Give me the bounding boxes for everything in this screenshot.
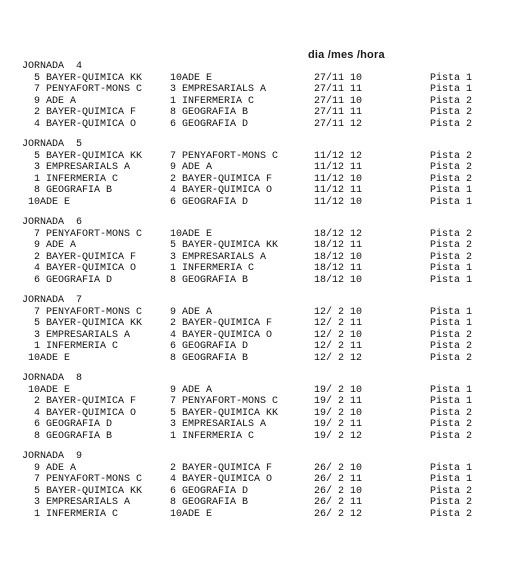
jornada-title: JORNADA 9 [22, 451, 83, 462]
home-team: 5 BAYER-QUIMICA KK [28, 485, 143, 497]
home-team: 9 ADE A [28, 240, 77, 252]
away-team: 8 GEOGRAFIA B [170, 107, 249, 119]
match-court: Pista 2 [430, 508, 473, 520]
home-team: 3 EMPRESARIALS A [28, 329, 131, 341]
away-team: 5 BAYER-QUIMICA KK [170, 407, 279, 419]
home-team: 7 PENYAFORT-MONS C [28, 228, 143, 240]
away-team: 7 PENYAFORT-MONS C [170, 396, 279, 408]
away-team: 8 GEOGRAFIA B [170, 274, 249, 286]
match-date: 26/ 2 10 [314, 485, 363, 497]
away-team: 2 BAYER-QUIMICA F [170, 462, 273, 474]
match-court: Pista 1 [430, 274, 473, 286]
match-row [0, 73, 518, 85]
home-team: 4 BAYER-QUIMICA O [28, 407, 137, 419]
match-date: 11/12 10 [314, 173, 363, 185]
jornada-title: JORNADA 4 [22, 61, 83, 72]
jornada-block [0, 217, 518, 295]
away-team: 4 BAYER-QUIMICA O [170, 185, 273, 197]
away-team: 10ADE E [170, 508, 213, 520]
match-court: Pista 2 [430, 107, 473, 119]
home-team: 7 PENYAFORT-MONS C [28, 474, 143, 486]
away-team: 8 GEOGRAFIA B [170, 352, 249, 364]
home-team: 8 GEOGRAFIA B [28, 430, 113, 442]
home-team: 4 BAYER-QUIMICA O [28, 118, 137, 130]
match-court: Pista 1 [430, 185, 473, 197]
home-team: 2 BAYER-QUIMICA F [28, 107, 137, 119]
schedule-body [0, 61, 518, 529]
match-date: 26/ 2 11 [314, 497, 363, 509]
match-row [0, 408, 518, 420]
match-row [0, 486, 518, 498]
match-date: 11/12 12 [314, 150, 363, 162]
match-date: 18/12 11 [314, 240, 363, 252]
match-court: Pista 2 [430, 407, 473, 419]
away-team: 3 EMPRESARIALS A [170, 419, 267, 431]
away-team: 3 EMPRESARIALS A [170, 251, 267, 263]
match-date: 26/ 2 10 [314, 462, 363, 474]
match-row [0, 174, 518, 186]
match-date: 27/11 11 [314, 84, 363, 96]
match-date: 26/ 2 11 [314, 474, 363, 486]
home-team: 1 INFERMERIA C [28, 341, 119, 353]
match-date: 11/12 10 [314, 196, 363, 208]
match-court: Pista 2 [430, 118, 473, 130]
home-team: 10ADE E [28, 352, 71, 364]
match-court: Pista 2 [430, 240, 473, 252]
match-court: Pista 1 [430, 462, 473, 474]
match-court: Pista 1 [430, 196, 473, 208]
home-team: 10ADE E [28, 384, 71, 396]
match-court: Pista 1 [430, 318, 473, 330]
away-team: 2 BAYER-QUIMICA F [170, 318, 273, 330]
match-row [0, 330, 518, 342]
jornada-title: JORNADA 8 [22, 373, 83, 384]
match-court: Pista 2 [430, 228, 473, 240]
home-team: 8 GEOGRAFIA B [28, 185, 113, 197]
match-date: 18/12 11 [314, 263, 363, 275]
away-team: 9 ADE A [170, 306, 213, 318]
match-date: 11/12 11 [314, 185, 363, 197]
match-row [0, 318, 518, 330]
home-team: 5 BAYER-QUIMICA KK [28, 72, 143, 84]
match-row [0, 263, 518, 275]
match-court: Pista 2 [430, 251, 473, 263]
away-team: 10ADE E [170, 228, 213, 240]
match-row [0, 197, 518, 209]
match-court: Pista 1 [430, 396, 473, 408]
away-team: 6 GEOGRAFIA D [170, 485, 249, 497]
match-date: 26/ 2 12 [314, 508, 363, 520]
match-court: Pista 2 [430, 95, 473, 107]
match-row [0, 151, 518, 163]
match-court: Pista 1 [430, 474, 473, 486]
match-court: Pista 2 [430, 150, 473, 162]
match-date: 19/ 2 11 [314, 419, 363, 431]
match-date: 27/11 12 [314, 118, 363, 130]
match-date: 18/12 10 [314, 251, 363, 263]
match-row [0, 185, 518, 197]
match-date: 18/12 12 [314, 228, 363, 240]
match-date: 19/ 2 10 [314, 407, 363, 419]
match-row [0, 509, 518, 521]
away-team: 1 INFERMERIA C [170, 430, 255, 442]
match-row [0, 162, 518, 174]
match-row [0, 431, 518, 443]
home-team: 4 BAYER-QUIMICA O [28, 263, 137, 275]
away-team: 5 BAYER-QUIMICA KK [170, 240, 279, 252]
match-date: 11/12 11 [314, 162, 363, 174]
match-date: 27/11 10 [314, 72, 363, 84]
match-date: 27/11 10 [314, 95, 363, 107]
match-row [0, 96, 518, 108]
home-team: 5 BAYER-QUIMICA KK [28, 150, 143, 162]
match-court: Pista 2 [430, 329, 473, 341]
match-date: 19/ 2 12 [314, 430, 363, 442]
home-team: 7 PENYAFORT-MONS C [28, 84, 143, 96]
away-team: 9 ADE A [170, 384, 213, 396]
home-team: 3 EMPRESARIALS A [28, 162, 131, 174]
jornada-block [0, 373, 518, 451]
home-team: 9 ADE A [28, 462, 77, 474]
home-team: 1 INFERMERIA C [28, 508, 119, 520]
match-row [0, 84, 518, 96]
match-court: Pista 1 [430, 263, 473, 275]
jornada-title: JORNADA 7 [22, 295, 83, 306]
match-date: 12/ 2 11 [314, 341, 363, 353]
match-row [0, 107, 518, 119]
away-team: 3 EMPRESARIALS A [170, 84, 267, 96]
match-court: Pista 2 [430, 352, 473, 364]
match-court: Pista 2 [430, 162, 473, 174]
match-row [0, 353, 518, 365]
match-court: Pista 1 [430, 72, 473, 84]
match-row [0, 396, 518, 408]
jornada-title: JORNADA 6 [22, 217, 83, 228]
away-team: 7 PENYAFORT-MONS C [170, 150, 279, 162]
away-team: 4 BAYER-QUIMICA O [170, 329, 273, 341]
home-team: 7 PENYAFORT-MONS C [28, 306, 143, 318]
jornada-block [0, 295, 518, 373]
match-date: 19/ 2 10 [314, 384, 363, 396]
away-team: 9 ADE A [170, 162, 213, 174]
away-team: 6 GEOGRAFIA D [170, 118, 249, 130]
away-team: 6 GEOGRAFIA D [170, 196, 249, 208]
match-court: Pista 2 [430, 173, 473, 185]
match-date: 12/ 2 10 [314, 329, 363, 341]
jornada-block [0, 451, 518, 529]
match-row [0, 275, 518, 287]
match-court: Pista 2 [430, 497, 473, 509]
match-row [0, 419, 518, 431]
match-date: 18/12 10 [314, 274, 363, 286]
match-date: 19/ 2 11 [314, 396, 363, 408]
home-team: 5 BAYER-QUIMICA KK [28, 318, 143, 330]
match-row [0, 497, 518, 509]
away-team: 1 INFERMERIA C [170, 263, 255, 275]
match-row [0, 463, 518, 475]
match-date: 12/ 2 11 [314, 318, 363, 330]
match-court: Pista 1 [430, 84, 473, 96]
match-row [0, 240, 518, 252]
jornada-block [0, 61, 518, 139]
away-team: 1 INFERMERIA C [170, 95, 255, 107]
away-team: 6 GEOGRAFIA D [170, 341, 249, 353]
match-row [0, 474, 518, 486]
match-court: Pista 2 [430, 341, 473, 353]
away-team: 10ADE E [170, 72, 213, 84]
match-row [0, 252, 518, 264]
home-team: 1 INFERMERIA C [28, 173, 119, 185]
match-row [0, 229, 518, 241]
match-date: 12/ 2 10 [314, 306, 363, 318]
away-team: 4 BAYER-QUIMICA O [170, 474, 273, 486]
home-team: 9 ADE A [28, 95, 77, 107]
away-team: 8 GEOGRAFIA B [170, 497, 249, 509]
home-team: 6 GEOGRAFIA D [28, 274, 113, 286]
match-court: Pista 1 [430, 306, 473, 318]
away-team: 2 BAYER-QUIMICA F [170, 173, 273, 185]
match-date: 12/ 2 12 [314, 352, 363, 364]
jornada-title: JORNADA 5 [22, 139, 83, 150]
match-court: Pista 1 [430, 384, 473, 396]
home-team: 10ADE E [28, 196, 71, 208]
home-team: 6 GEOGRAFIA D [28, 419, 113, 431]
match-row [0, 119, 518, 131]
column-header: dia /mes /hora [308, 49, 385, 61]
match-row [0, 341, 518, 353]
match-date: 27/11 11 [314, 107, 363, 119]
match-row [0, 307, 518, 319]
home-team: 2 BAYER-QUIMICA F [28, 251, 137, 263]
home-team: 3 EMPRESARIALS A [28, 497, 131, 509]
jornada-block [0, 139, 518, 217]
home-team: 2 BAYER-QUIMICA F [28, 396, 137, 408]
match-court: Pista 2 [430, 419, 473, 431]
match-court: Pista 2 [430, 430, 473, 442]
match-court: Pista 2 [430, 485, 473, 497]
match-row [0, 385, 518, 397]
